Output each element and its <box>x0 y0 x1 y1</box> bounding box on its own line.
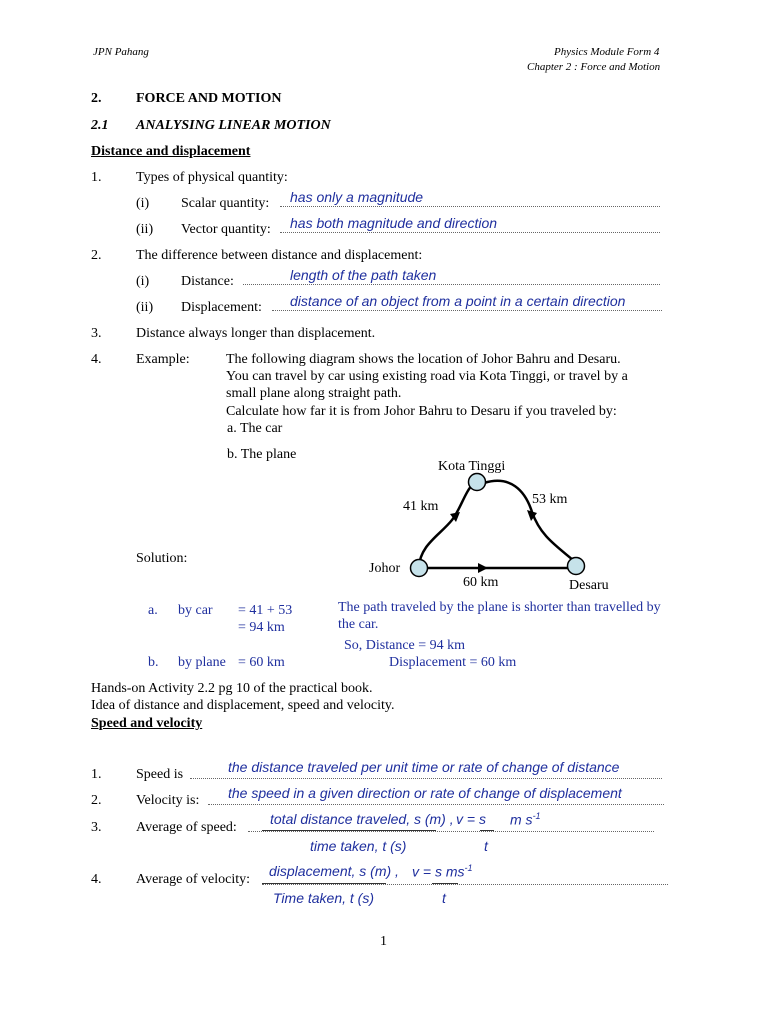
s4-number: 4. <box>91 872 102 887</box>
answer-line <box>262 884 668 885</box>
q4-line: Calculate how far it is from Johor Bahru to Desaru if you traveled by: <box>226 404 617 419</box>
solution-note: The path traveled by the plane is shorter than travelled by <box>338 600 661 615</box>
activity-line: Idea of distance and displacement, speed and velocity. <box>91 698 395 713</box>
label-60km: 60 km <box>463 575 499 590</box>
solution-a-eq2: = 94 km <box>238 620 285 635</box>
answer-line <box>190 778 662 779</box>
answer-line <box>248 831 654 832</box>
q2-text: The difference between distance and displacement: <box>136 248 423 263</box>
velocity-formula-den: t <box>442 890 446 906</box>
s3-label: Average of speed: <box>136 820 237 835</box>
subheading-distance: Distance and displacement <box>91 144 251 159</box>
header-left: JPN Pahang <box>93 46 149 58</box>
arrow-icon <box>478 563 488 573</box>
s3-number: 3. <box>91 820 102 835</box>
fraction-bar <box>262 883 386 884</box>
section-number: 2.1 <box>91 118 109 133</box>
velocity-formula: v = s $ms^{-1}$ <box>412 863 473 880</box>
s2-label: Velocity is: <box>136 793 200 808</box>
solution-a-by: by car <box>178 603 213 618</box>
solution-distance: So, Distance = 94 km <box>344 638 466 653</box>
q4-option-a: a. The car <box>227 421 283 436</box>
solution-b-letter: b. <box>148 655 159 670</box>
s2-number: 2. <box>91 793 102 808</box>
route-diagram <box>360 450 620 600</box>
answer-displacement: distance of an object from a point in a certain direction <box>290 293 626 309</box>
q2-i-roman: (i) <box>136 274 150 289</box>
q3-text: Distance always longer than displacement. <box>136 326 376 341</box>
q2-i-label: Distance: <box>181 274 234 289</box>
q1-text: Types of physical quantity: <box>136 170 288 185</box>
s4-label: Average of velocity: <box>136 872 251 887</box>
q1-i-roman: (i) <box>136 196 150 211</box>
velocity-numerator: displacement, s (m) , <box>269 863 399 879</box>
q1-i-label: Scalar quantity: <box>181 196 270 211</box>
section-title: ANALYSING LINEAR MOTION <box>136 118 331 133</box>
node-desaru <box>568 558 585 575</box>
solution-label: Solution: <box>136 551 188 566</box>
speed-unit: m $s^{-1}$ <box>510 811 541 828</box>
s1-number: 1. <box>91 767 102 782</box>
label-41km: 41 km <box>403 499 439 514</box>
chapter-number: 2. <box>91 91 102 106</box>
label-johor: Johor <box>369 561 401 576</box>
solution-a-letter: a. <box>148 603 158 618</box>
solution-a-eq1: = 41 + 53 <box>238 603 293 618</box>
q4-label: Example: <box>136 352 190 367</box>
q4-line: You can travel by car using existing road via Kota Tinggi, or travel by a <box>226 369 628 384</box>
speed-numerator: total distance traveled, s (m) , <box>270 811 454 827</box>
label-53km: 53 km <box>532 492 568 507</box>
answer-vector: has both magnitude and direction <box>290 215 498 231</box>
q4-option-b: b. The plane <box>227 447 297 462</box>
answer-speed: the distance traveled per unit time or rate of change of distance <box>228 759 620 775</box>
q4-number: 4. <box>91 352 102 367</box>
answer-distance: length of the path taken <box>290 267 437 283</box>
header-title: Physics Module Form 4 <box>554 46 660 58</box>
q1-number: 1. <box>91 170 102 185</box>
chapter-title: FORCE AND MOTION <box>136 91 282 106</box>
answer-line <box>272 310 662 311</box>
page-number: 1 <box>380 934 387 949</box>
node-johor <box>411 560 428 577</box>
q2-ii-label: Displacement: <box>181 300 262 315</box>
node-kota-tinggi <box>469 474 486 491</box>
activity-line: Hands-on Activity 2.2 pg 10 of the practical book. <box>91 681 373 696</box>
q4-line: small plane along straight path. <box>226 386 402 401</box>
solution-note: the car. <box>338 617 379 632</box>
answer-scalar: has only a magnitude <box>290 189 424 205</box>
solution-b-eq: = 60 km <box>238 655 285 670</box>
q3-number: 3. <box>91 326 102 341</box>
answer-line <box>280 232 660 233</box>
header-chapter: Chapter 2 : Force and Motion <box>527 61 661 73</box>
q2-number: 2. <box>91 248 102 263</box>
label-kota-tinggi: Kota Tinggi <box>438 459 506 474</box>
velocity-denominator: Time taken, t (s) <box>273 890 375 906</box>
solution-b-by: by plane <box>178 655 226 670</box>
fraction-bar <box>262 830 436 831</box>
fraction-bar <box>480 830 494 831</box>
answer-line <box>208 804 664 805</box>
subheading-speed: Speed and velocity <box>91 716 203 731</box>
label-desaru: Desaru <box>569 578 609 593</box>
answer-line <box>280 206 660 207</box>
fraction-bar <box>432 883 458 884</box>
route-johor-kota <box>419 484 473 567</box>
q1-ii-label: Vector quantity: <box>181 222 271 237</box>
s1-label: Speed is <box>136 767 184 782</box>
answer-velocity: the speed in a given direction or rate of change of displacement <box>228 785 622 801</box>
q4-line: The following diagram shows the location of Johor Bahru and Desaru. <box>226 352 621 367</box>
solution-displacement: Displacement = 60 km <box>389 655 517 670</box>
speed-formula-den: t <box>484 838 488 854</box>
answer-line <box>243 284 660 285</box>
q2-ii-roman: (ii) <box>136 300 154 315</box>
speed-denominator: time taken, t (s) <box>310 838 407 854</box>
speed-formula: v = s <box>456 811 486 827</box>
q1-ii-roman: (ii) <box>136 222 154 237</box>
